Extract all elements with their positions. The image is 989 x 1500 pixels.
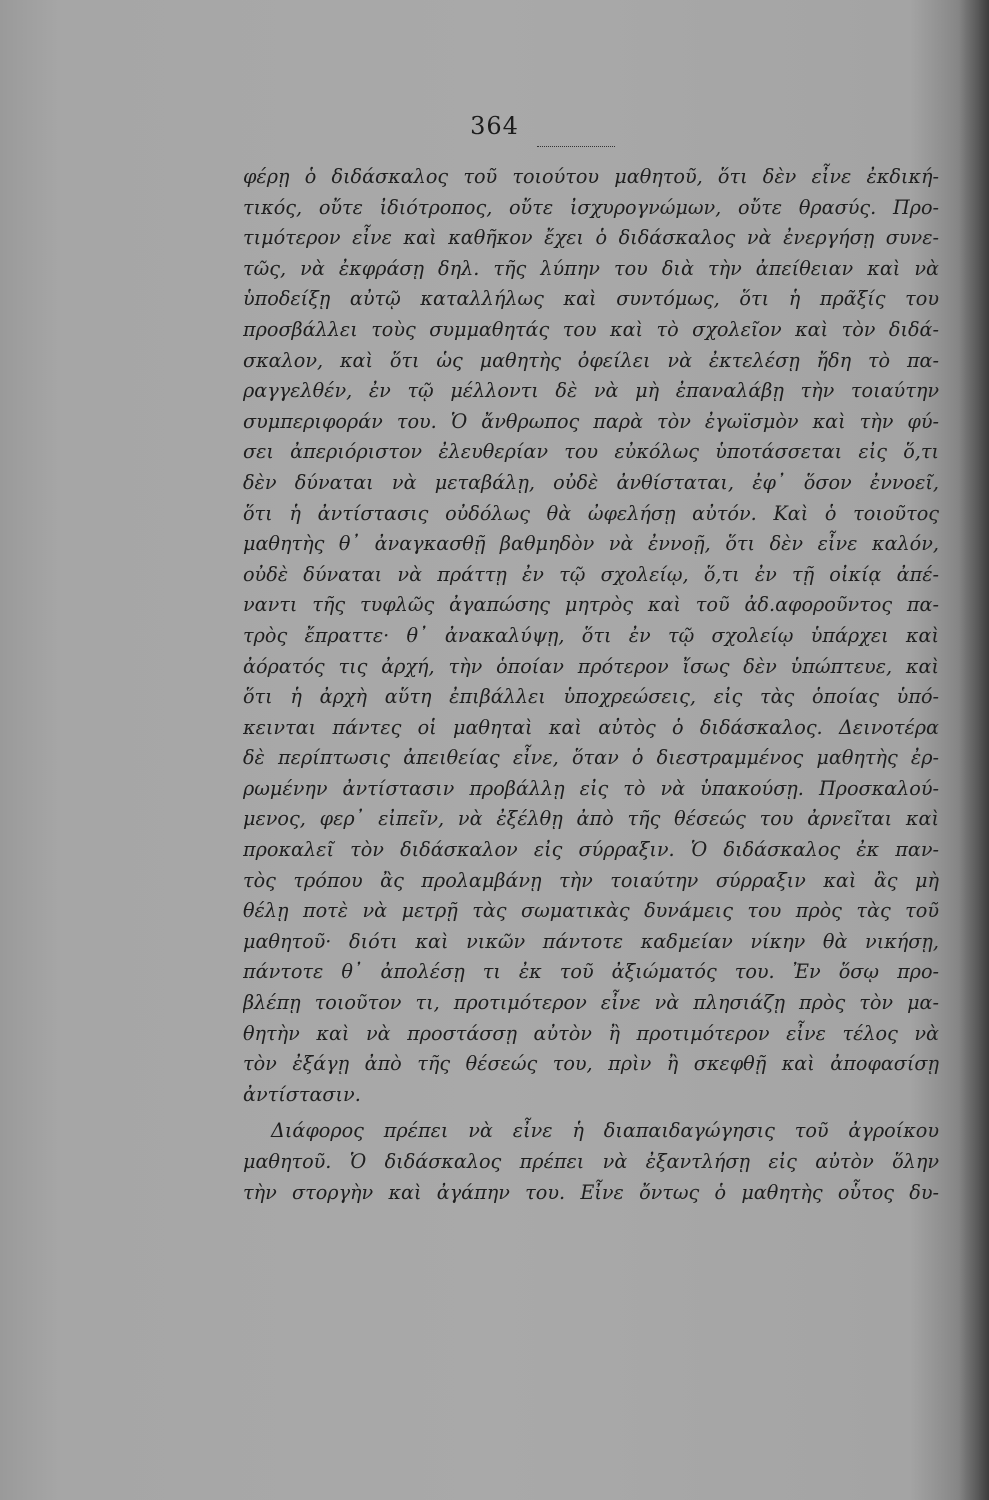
text-line: ἀόρατός τις ἀρχή, τὴν ὁποίαν πρότερον ἴσως δὲν ὑπώπτευε, καὶ bbox=[243, 654, 939, 678]
text-line: τὴν στοργὴν καὶ ἀγάπην του. Εἶνε ὄντως ὁ μαθητὴς οὗτος δυ- bbox=[243, 1180, 939, 1204]
text-line: δὲν δύναται νὰ μεταβάλῃ, οὐδὲ ἀνθίσταται, ἐφ᾽ ὅσον ἐννοεῖ, bbox=[243, 470, 939, 494]
text-line: προκαλεῖ τὸν διδάσκαλον εἰς σύρραξιν. Ὁ διδάσκαλος ἐκ παν- bbox=[243, 838, 939, 862]
text-line: τρὸς ἔπραττε· θ᾽ ἀνακαλύψῃ, ὅτι ἐν τῷ σχολείῳ ὑπάρχει καὶ bbox=[243, 623, 939, 647]
text-line: θητὴν καὶ νὰ προστάσσῃ αὐτὸν ἢ προτιμότερον εἶνε τέλος νὰ bbox=[243, 1021, 939, 1045]
paragraph-1 bbox=[243, 162, 939, 1110]
text-line: προσβάλλει τοὺς συμμαθητάς του καὶ τὸ σχολεῖον καὶ τὸν διδά- bbox=[243, 317, 939, 341]
text-line: οὐδὲ δύναται νὰ πράττῃ ἐν τῷ σχολείῳ, ὅ,τι ἐν τῇ οἰκίᾳ ἀπέ- bbox=[243, 562, 939, 586]
text-line: ἀντίστασιν. bbox=[243, 1082, 361, 1106]
text-line: συμπεριφοράν του. Ὁ ἄνθρωπος παρὰ τὸν ἐγωϊσμὸν καὶ τὴν φύ- bbox=[243, 409, 939, 433]
text-line: κεινται πάντες οἱ μαθηταὶ καὶ αὐτὸς ὁ διδάσκαλος. Δεινοτέρα bbox=[243, 715, 939, 739]
text-line: τὸς τρόπου ἂς προλαμβάνῃ τὴν τοιαύτην σύρραξιν καὶ ἂς μὴ bbox=[243, 868, 939, 892]
text-line: δὲ περίπτωσις ἀπειθείας εἶνε, ὅταν ὁ διεστραμμένος μαθητὴς ἐρ- bbox=[243, 746, 939, 770]
text-line: ὑποδείξῃ αὐτῷ καταλλήλως καὶ συντόμως, ὅτι ἡ πρᾶξίς του bbox=[243, 287, 939, 311]
text-line: τικός, οὔτε ἰδιότροπος, οὔτε ἰσχυρογνώμων, οὔτε θρασύς. Προ- bbox=[243, 195, 939, 219]
text-line: τιμότερον εἶνε καὶ καθῆκον ἔχει ὁ διδάσκαλος νὰ ἐνεργήσῃ συνε- bbox=[243, 226, 939, 250]
header-rule bbox=[537, 146, 615, 147]
text-line: ρωμένην ἀντίστασιν προβάλλῃ εἰς τὸ νὰ ὑπακούσῃ. Προσκαλού- bbox=[243, 776, 939, 800]
text-line: ὅτι ἡ ἀρχὴ αὕτη ἐπιβάλλει ὑποχρεώσεις, εἰς τὰς ὁποίας ὑπό- bbox=[243, 685, 939, 709]
text-line: σει ἀπεριόριστον ἐλευθερίαν του εὐκόλως ὑποτάσσεται εἰς ὅ,τι bbox=[243, 440, 939, 464]
text-line: σκαλον, καὶ ὅτι ὡς μαθητὴς ὀφείλει νὰ ἐκτελέσῃ ἤδη τὸ πα- bbox=[243, 348, 939, 372]
text-line: φέρῃ ὁ διδάσκαλος τοῦ τοιούτου μαθητοῦ, ὅτι δὲν εἶνε ἐκδική- bbox=[243, 165, 939, 188]
text-line: τὸν ἐξάγῃ ἀπὸ τῆς θέσεώς του, πρὶν ἢ σκεφθῇ καὶ ἀποφασίσῃ bbox=[243, 1052, 939, 1076]
text-line: ὅτι ἡ ἀντίστασις οὐδόλως θὰ ὠφελήσῃ αὐτόν. Καὶ ὁ τοιοῦτος bbox=[243, 501, 939, 525]
text-line: μαθητὴς θ᾽ ἀναγκασθῇ βαθμηδὸν νὰ ἐννοῇ, ὅτι δὲν εἶνε καλόν, bbox=[243, 532, 939, 556]
text-line: θέλῃ ποτὲ νὰ μετρῇ τὰς σωματικὰς δυνάμεις του πρὸς τὰς τοῦ bbox=[243, 899, 939, 923]
text-line: Διάφορος πρέπει νὰ εἶνε ἡ διαπαιδαγώγησις τοῦ ἀγροίκου bbox=[271, 1119, 939, 1143]
text-line: πάντοτε θ᾽ ἀπολέσῃ τι ἐκ τοῦ ἀξιώματός του. Ἐν ὅσῳ προ- bbox=[243, 960, 939, 984]
text-line: μαθητοῦ. Ὁ διδάσκαλος πρέπει νὰ ἐξαντλήσῃ εἰς αὐτὸν ὅλην bbox=[243, 1150, 939, 1173]
paragraph-2 bbox=[243, 1116, 939, 1208]
text-line: μενος, φερ᾽ εἰπεῖν, νὰ ἐξέλθῃ ἀπὸ τῆς θέσεώς του ἀρνεῖται καὶ bbox=[243, 807, 939, 831]
page-number: 364 bbox=[470, 112, 519, 140]
text-line: μαθητοῦ· διότι καὶ νικῶν πάντοτε καδμείαν νίκην θὰ νικήσῃ, bbox=[243, 929, 939, 953]
text-line: τῶς, νὰ ἐκφράσῃ δηλ. τῆς λύπην του διὰ τὴν ἀπείθειαν καὶ νὰ bbox=[243, 256, 939, 280]
text-line: ναντι τῆς τυφλῶς ἀγαπώσης μητρὸς καὶ τοῦ ἀδ.αφοροῦντος πα- bbox=[243, 593, 939, 617]
text-line: βλέπῃ τοιοῦτον τι, προτιμότερον εἶνε νὰ πλησιάζῃ πρὸς τὸν μα- bbox=[243, 991, 939, 1015]
page-binding-shadow bbox=[959, 0, 989, 1500]
text-line: ραγγελθέν, ἐν τῷ μέλλοντι δὲ νὰ μὴ ἐπαναλάβῃ τὴν τοιαύτην bbox=[243, 379, 939, 403]
body-text bbox=[243, 162, 939, 1208]
